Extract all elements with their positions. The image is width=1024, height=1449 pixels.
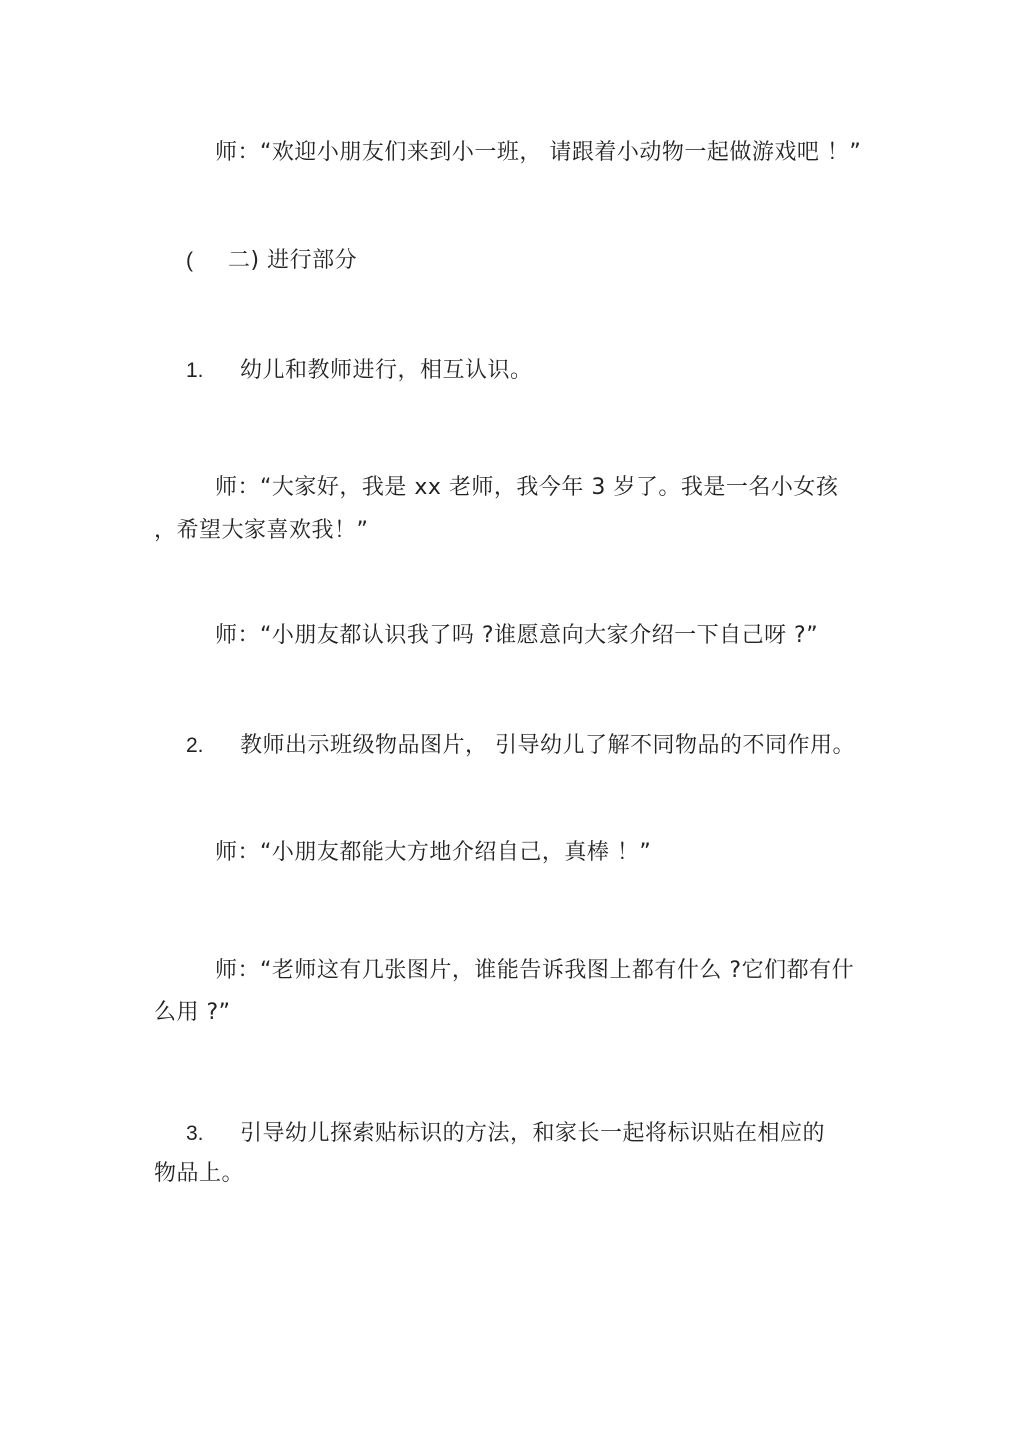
step-text: 幼儿和教师进行，相互认识。: [240, 358, 533, 383]
step-number: 1.: [186, 359, 204, 382]
intro-quote: 师：“欢迎小朋友们来到小一班， 请跟着小动物一起做游戏吧 ！”: [215, 140, 862, 165]
step-number: 2.: [186, 734, 204, 757]
step-text: 教师出示班级物品图片， 引导幼儿了解不同物品的不同作用。: [240, 733, 855, 758]
section-heading: 二) 进行部分: [228, 248, 358, 273]
step-text-line1: 引导幼儿探索贴标识的方法，和家长一起将标识贴在相应的: [240, 1121, 826, 1146]
section-heading-paren: (: [186, 249, 193, 272]
self-intro-quote-line1: 师：“大家好，我是 xx 老师，我今年 3 岁了。我是一名小女孩: [215, 475, 839, 500]
praise-quote: 师：“小朋友都能大方地介绍自己，真棒 ！”: [215, 840, 652, 865]
self-intro-quote-line2: ，希望大家喜欢我！”: [154, 518, 369, 543]
step-number: 3.: [186, 1122, 204, 1145]
pictures-quote-line1: 师：“老师这有几张图片，谁能告诉我图上都有什么 ?它们都有什: [215, 958, 855, 983]
pictures-quote-line2: 么用 ?”: [154, 1000, 231, 1025]
who-knows-quote: 师：“小朋友都认识我了吗 ?谁愿意向大家介绍一下自己呀 ?”: [215, 623, 819, 648]
step-text-line2: 物品上。: [154, 1161, 245, 1186]
